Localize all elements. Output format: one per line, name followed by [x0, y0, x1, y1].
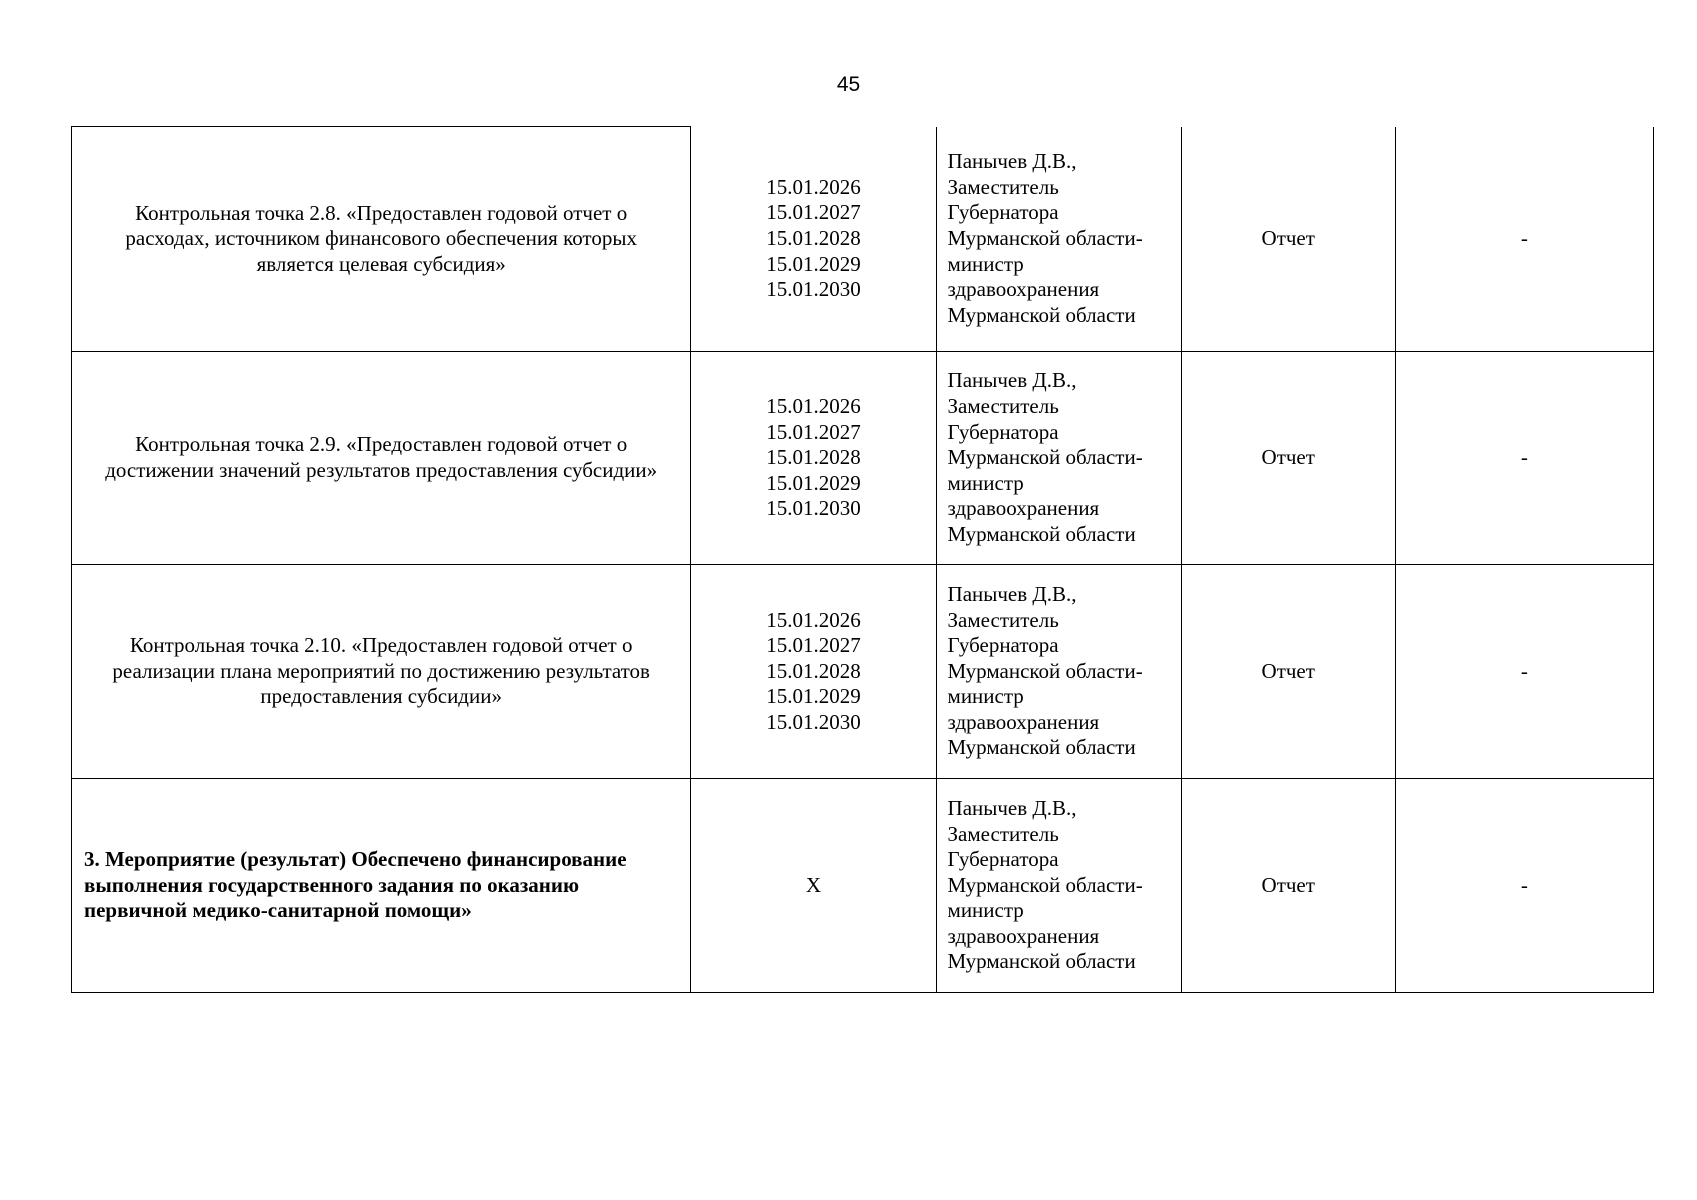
- responsible-line: Мурманской области-: [947, 445, 1143, 470]
- deadline-cell: [691, 352, 936, 565]
- responsible-line: министр: [947, 251, 1024, 276]
- responsible-line: министр: [947, 470, 1024, 495]
- document-type-cell: Отчет: [1181, 127, 1395, 352]
- event-name-line: является целевая субсидия»: [256, 251, 506, 276]
- responsible-cell: [936, 127, 1181, 352]
- responsible-line: Мурманской области: [947, 302, 1136, 327]
- responsible-line: Заместитель: [947, 174, 1059, 199]
- event-name-line: Контрольная точка 2.10. «Предоставлен годовой отчет о: [129, 633, 633, 658]
- responsible-line: Панычев Д.В.,: [947, 368, 1077, 393]
- responsible-line: Губернатора: [947, 633, 1059, 658]
- event-name-line: расходах, источником финансового обеспечения которых: [125, 226, 637, 251]
- responsible-line: министр: [947, 898, 1024, 923]
- note-cell: -: [1395, 127, 1653, 352]
- responsible-cell: [936, 352, 1181, 565]
- event-name-cell: [72, 779, 691, 993]
- event-name-line: первичной медико-санитарной помощи»: [84, 898, 472, 923]
- responsible-line: здравоохранения: [947, 277, 1100, 302]
- responsible-line: Губернатора: [947, 200, 1059, 225]
- responsible-line: здравоохранения: [947, 496, 1100, 521]
- deadline-date: 15.01.2026: [766, 394, 861, 419]
- responsible-line: министр: [947, 684, 1024, 709]
- responsible-line: Губернатора: [947, 847, 1059, 872]
- deadline-date: 15.01.2027: [766, 200, 861, 225]
- note-cell: -: [1395, 779, 1653, 993]
- responsible-cell: [936, 565, 1181, 779]
- deadline-date: 15.01.2027: [766, 419, 861, 444]
- deadline-date: 15.01.2029: [766, 251, 861, 276]
- event-name-line: реализации плана мероприятий по достижению результатов: [112, 658, 650, 683]
- deadline-date: 15.01.2029: [766, 684, 861, 709]
- deadline-cell: [691, 127, 936, 352]
- responsible-line: Губернатора: [947, 419, 1059, 444]
- deadline-date: 15.01.2028: [766, 445, 861, 470]
- responsible-line: Мурманской области: [947, 521, 1136, 546]
- deadline-date: 15.01.2028: [766, 225, 861, 250]
- responsible-line: Мурманской области-: [947, 225, 1143, 250]
- deadline-date: 15.01.2026: [766, 174, 861, 199]
- deadline-date: 15.01.2028: [766, 658, 861, 683]
- note-cell: -: [1395, 352, 1653, 565]
- table-row: [72, 779, 1654, 993]
- responsible-line: Мурманской области-: [947, 658, 1143, 683]
- responsible-line: Панычев Д.В.,: [947, 149, 1077, 174]
- event-name-cell: [72, 352, 691, 565]
- event-name-line: выполнения государственного задания по оказанию: [84, 872, 580, 897]
- responsible-line: Заместитель: [947, 394, 1059, 419]
- responsible-line: Мурманской области: [947, 735, 1136, 760]
- responsible-line: Панычев Д.В.,: [947, 581, 1077, 606]
- deadline-date: 15.01.2030: [766, 709, 861, 734]
- responsible-line: здравоохранения: [947, 923, 1100, 948]
- table-row: [72, 127, 1654, 352]
- deadline-cell: [691, 565, 936, 779]
- responsible-line: Заместитель: [947, 607, 1059, 632]
- responsible-line: здравоохранения: [947, 709, 1100, 734]
- deadline-date: X: [805, 872, 822, 897]
- deadline-date: 15.01.2029: [766, 470, 861, 495]
- control-points-table: [71, 126, 1654, 993]
- responsible-line: Мурманской области: [947, 949, 1136, 974]
- event-name-line: достижении значений результатов предоставления субсидии»: [105, 458, 658, 482]
- deadline-date: 15.01.2027: [766, 633, 861, 658]
- document-type-cell: Отчет: [1181, 779, 1395, 993]
- event-name-line: 3. Мероприятие (результат) Обеспечено финансирование: [84, 847, 627, 872]
- document-type-cell: Отчет: [1181, 352, 1395, 565]
- event-name-line: Контрольная точка 2.9. «Предоставлен годовой отчет о: [135, 432, 628, 457]
- responsible-line: Заместитель: [947, 821, 1059, 846]
- deadline-date: 15.01.2030: [766, 496, 861, 521]
- event-name-cell: [72, 127, 691, 352]
- event-name-line: предоставления субсидии»: [260, 684, 502, 709]
- deadline-date: 15.01.2030: [766, 277, 861, 302]
- deadline-date: 15.01.2026: [766, 607, 861, 632]
- deadline-cell: [691, 779, 936, 993]
- responsible-line: Панычев Д.В.,: [947, 795, 1077, 820]
- document-type-cell: Отчет: [1181, 565, 1395, 779]
- table-row: [72, 352, 1654, 565]
- responsible-line: Мурманской области-: [947, 872, 1143, 897]
- event-name-line: Контрольная точка 2.8. «Предоставлен годовой отчет о: [135, 200, 628, 225]
- page-number: 45: [836, 73, 861, 96]
- event-name-cell: [72, 565, 691, 779]
- table-row: [72, 565, 1654, 779]
- responsible-cell: [936, 779, 1181, 993]
- note-cell: -: [1395, 565, 1653, 779]
